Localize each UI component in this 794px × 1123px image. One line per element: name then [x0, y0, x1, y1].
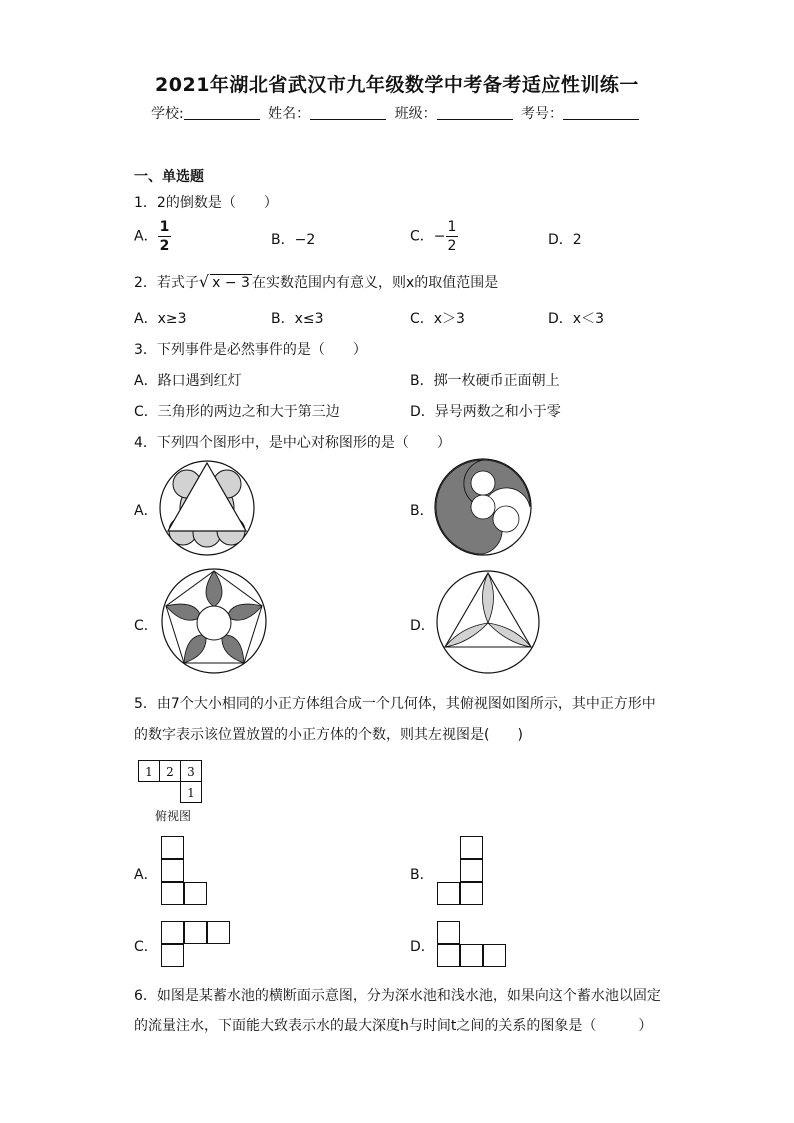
q4-figure-a — [158, 459, 256, 557]
q1-option-b[interactable]: B．−2 — [271, 232, 316, 248]
q3-option-c[interactable]: C．三角形的两边之和大于第三边 — [134, 404, 340, 420]
q4-option-d[interactable]: D． — [410, 618, 435, 634]
q1-a-numerator: 1 — [159, 219, 170, 235]
field-school-blank[interactable] — [184, 105, 260, 120]
q5-figure-c — [161, 921, 231, 968]
field-examno-label: 考号： — [521, 106, 564, 122]
q5-figure-b — [437, 836, 484, 906]
grid-cell: 3 — [180, 760, 202, 782]
q5-figure-d — [437, 921, 507, 968]
q4-figure-d — [435, 569, 541, 675]
q1-c-numerator: 1 — [447, 219, 457, 235]
q5-top-view-caption: 俯视图 — [155, 809, 192, 823]
q2-stem: 2．若式子√ x − 3 在实数范围内有意义，则x的取值范围是 — [134, 272, 499, 291]
page-title: 2021年湖北省武汉市九年级数学中考备考适应性训练一 — [155, 74, 639, 96]
q6-stem-line1: 6．如图是某蓄水池的横断面示意图，分为深水池和浅水池，如果向这个蓄水池以固定 — [134, 988, 661, 1004]
q3-option-b[interactable]: B．掷一枚硬币正面朝上 — [410, 373, 560, 389]
q3-stem: 3．下列事件是必然事件的是（ ） — [134, 342, 367, 358]
field-examno-blank[interactable] — [563, 105, 639, 120]
q4-option-a[interactable]: A． — [134, 503, 158, 519]
q2-radicand: x − 3 — [212, 275, 250, 291]
grid-cell: 1 — [138, 760, 160, 782]
q3-option-a[interactable]: A．路口遇到红灯 — [134, 373, 242, 389]
q2-option-a[interactable]: A．x≥3 — [134, 311, 187, 327]
q1-option-a[interactable] — [134, 220, 171, 253]
q2-stem-pre: 2．若式子 — [134, 275, 199, 291]
q1-a-denominator: 2 — [159, 238, 170, 254]
q5-option-d[interactable]: D． — [410, 939, 435, 955]
section-heading: 一、单选题 — [134, 169, 204, 185]
grid-cell: 2 — [159, 760, 181, 782]
q2-option-c[interactable]: C．x＞3 — [410, 311, 465, 327]
q1-c-denominator: 2 — [447, 238, 457, 254]
q4-option-c[interactable]: C． — [134, 618, 158, 634]
q1-option-d[interactable]: D．2 — [548, 232, 582, 248]
q5-stem-line1: 5．由7个大小相同的小正方体组合成一个几何体，其俯视图如图所示，其中正方形中 — [134, 696, 656, 712]
field-class-blank[interactable] — [437, 105, 513, 120]
q5-option-b[interactable]: B． — [410, 867, 434, 883]
field-class-label: 班级： — [394, 106, 437, 122]
q3-option-d[interactable]: D．异号两数之和小于零 — [410, 404, 561, 420]
q1-a-label: A． — [134, 228, 158, 245]
q1-c-fraction — [446, 220, 459, 253]
q5-stem-line2: 的数字表示该位置放置的小正方体的个数，则其左视图是( ) — [134, 727, 523, 743]
q1-option-c[interactable] — [410, 220, 458, 253]
student-info-fields — [0, 103, 794, 123]
q4-stem: 4．下列四个图形中，是中心对称图形的是（ ） — [134, 435, 451, 451]
field-name-blank[interactable] — [310, 105, 386, 120]
q5-option-c[interactable]: C． — [134, 939, 158, 955]
q2-option-b[interactable]: B．x≤3 — [271, 311, 324, 327]
field-name-label: 姓名： — [268, 106, 311, 122]
q4-figure-c — [160, 567, 268, 675]
q5-figure-a — [161, 836, 208, 906]
grid-cell: 1 — [180, 781, 202, 803]
q5-option-a[interactable]: A． — [134, 867, 158, 883]
q1-c-label: C．− — [410, 228, 446, 245]
q2-option-d[interactable]: D．x＜3 — [548, 311, 604, 327]
q1-a-fraction — [158, 220, 172, 253]
q2-stem-post: 在实数范围内有意义，则x的取值范围是 — [251, 275, 499, 291]
q1-stem: 1．2的倒数是（ ） — [134, 195, 278, 211]
q6-stem-line2: 的流量注水，下面能大致表示水的最大深度h与时间t之间的关系的图象是（ ） — [134, 1018, 653, 1034]
q4-option-b[interactable]: B． — [410, 503, 434, 519]
q4-figure-b — [433, 457, 533, 557]
field-school-label: 学校: — [150, 106, 184, 122]
